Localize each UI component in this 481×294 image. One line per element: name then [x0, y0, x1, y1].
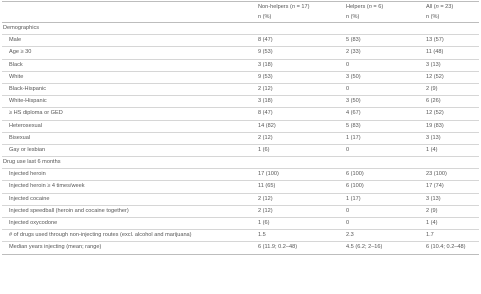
cell-all: 11 (48) [426, 49, 444, 56]
section-title-row [0, 156, 481, 168]
unit-row [0, 12, 481, 22]
cell-helpers: 2.3 [346, 232, 354, 239]
cell-helpers: 6 (100) [346, 183, 364, 190]
cell-helpers: 3 (50) [346, 73, 361, 80]
cell-all: 13 (57) [426, 37, 444, 44]
cell-all: 2 (9) [426, 85, 438, 92]
cell-helpers: 1 (17) [346, 195, 361, 202]
cell-non-helpers: 8 (47) [258, 37, 273, 44]
cell-all: 12 (52) [426, 73, 444, 80]
cell-non-helpers: 3 (18) [258, 98, 273, 105]
row-label: Injected cocaine [9, 195, 50, 202]
row-label: Median years injecting (mean; range) [9, 244, 102, 251]
cell-all: 17 (74) [426, 183, 444, 190]
cell-non-helpers: 1 (6) [258, 220, 270, 226]
table-row [0, 229, 481, 241]
row-label: Injected heroin [9, 171, 46, 178]
cell-helpers: 0 [346, 146, 350, 153]
cell-non-helpers: 2 (12) [258, 134, 273, 141]
cell-helpers: 0 [346, 61, 350, 68]
table-row [0, 46, 481, 58]
cell-all: 1 (4) [426, 146, 438, 153]
cell-non-helpers: 3 (18) [258, 61, 273, 68]
cell-non-helpers: 8 (47) [258, 110, 273, 117]
row-label: Age ≥ 30 [9, 49, 32, 56]
table-row [0, 193, 481, 205]
table-row [0, 107, 481, 119]
table-row [0, 205, 481, 217]
cell-all: 3 (13) [426, 61, 441, 68]
cell-all: 19 (83) [426, 122, 444, 129]
cell-non-helpers: 2 (12) [258, 85, 273, 92]
row-label: Gay or lesbian [9, 146, 46, 153]
table-bottom-rule [2, 254, 479, 255]
table-row [0, 132, 481, 144]
row-label: Black [9, 61, 23, 68]
cell-non-helpers: 11 (65) [258, 183, 276, 190]
table-row [0, 83, 481, 95]
cell-non-helpers: 2 (12) [258, 195, 273, 202]
row-label: Injected speedball (heroin and cocaine together) [9, 207, 129, 214]
cell-non-helpers: 6 (11.9; 0.2–48) [258, 244, 298, 251]
table-row [0, 180, 481, 192]
cell-helpers: 0 [346, 207, 350, 214]
row-label: Injected heroin ≥ 4 times/week [9, 183, 85, 190]
unit-label: n (%) [346, 14, 360, 20]
col-header-helpers: Helpers (n = 6) [346, 4, 384, 10]
row-label: Black-Hispanic [9, 85, 46, 92]
table-row [0, 168, 481, 180]
cell-all: 12 (52) [426, 110, 444, 117]
cell-non-helpers: 14 (82) [258, 122, 276, 129]
section-title-row [0, 22, 481, 34]
cell-helpers: 3 (50) [346, 98, 361, 105]
table-row [0, 59, 481, 71]
cell-helpers: 5 (83) [346, 122, 361, 129]
table-row [0, 95, 481, 107]
cell-non-helpers: 1.5 [258, 232, 266, 239]
cell-helpers: 4.5 (6.2; 2–16) [346, 244, 383, 251]
row-label: ≥ HS diploma or GED [9, 110, 63, 117]
unit-label: n (%) [426, 14, 440, 20]
cell-helpers: 4 (67) [346, 110, 361, 117]
cell-all: 3 (13) [426, 134, 441, 141]
cell-helpers: 6 (100) [346, 171, 364, 178]
cell-non-helpers: 9 (53) [258, 49, 273, 56]
cell-non-helpers: 1 (6) [258, 146, 270, 153]
cell-helpers: 1 (17) [346, 134, 361, 141]
section-title: Drug use last 6 months [3, 159, 61, 166]
cell-helpers: 0 [346, 85, 350, 92]
cell-all: 6 (26) [426, 98, 441, 105]
header-row [0, 0, 481, 12]
row-label: # of drugs used through non-injecting routes (excl. alcohol and marijuana) [9, 232, 192, 239]
table-row [0, 34, 481, 46]
table-row [0, 144, 481, 156]
row-label: White [9, 73, 24, 80]
cell-all: 3 (13) [426, 195, 441, 202]
cell-helpers: 0 [346, 220, 350, 226]
col-header-all: All (n = 23) [426, 4, 454, 10]
cell-all: 6 (10.4; 0.2–48) [426, 244, 466, 251]
table-row [0, 241, 481, 253]
cell-all: 2 (9) [426, 207, 438, 214]
table-row [0, 217, 481, 229]
cell-non-helpers: 2 (12) [258, 207, 273, 214]
section-title: Demographics [3, 25, 40, 31]
row-label: White-Hispanic [9, 98, 47, 105]
unit-label: n (%) [258, 14, 272, 20]
cell-helpers: 5 (83) [346, 37, 361, 44]
table-row [0, 120, 481, 132]
cell-non-helpers: 9 (53) [258, 73, 273, 80]
cell-all: 23 (100) [426, 171, 447, 178]
row-label: Injected oxycodone [9, 220, 58, 226]
table-row [0, 71, 481, 83]
row-label: Male [9, 37, 22, 44]
cell-all: 1 (4) [426, 220, 438, 226]
row-label: Bisexual [9, 134, 31, 141]
cell-helpers: 2 (33) [346, 49, 361, 56]
cell-all: 1.7 [426, 232, 434, 239]
row-label: Heterosexual [9, 122, 42, 129]
col-header-non-helpers: Non-helpers (n = 17) [258, 4, 310, 10]
cell-non-helpers: 17 (100) [258, 171, 279, 178]
